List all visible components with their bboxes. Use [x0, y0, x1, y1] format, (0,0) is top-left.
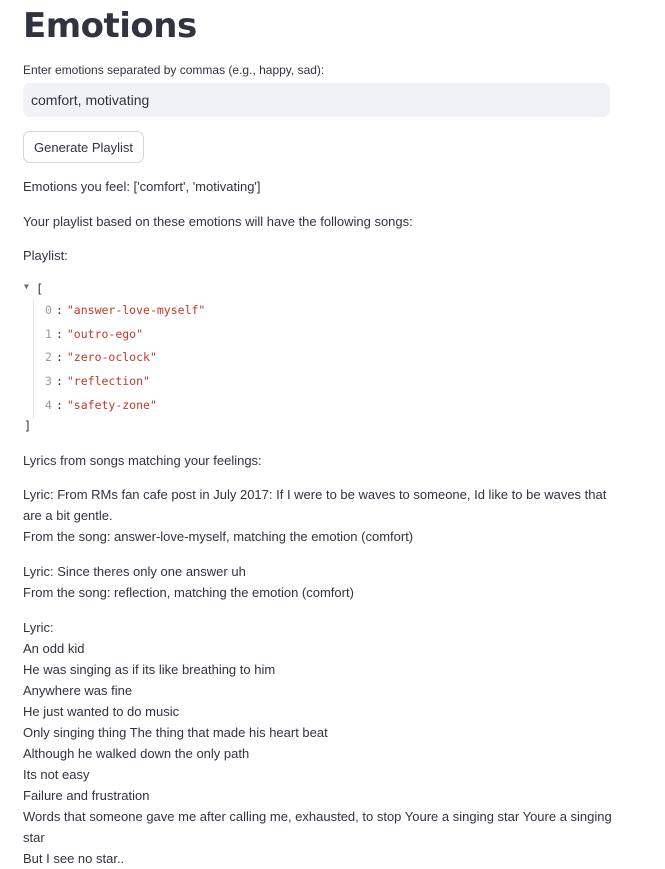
playlist-label: Playlist:: [23, 248, 68, 263]
json-item: [45, 374, 150, 394]
json-colon: :: [55, 374, 63, 388]
json-index: 4: [45, 398, 52, 412]
lyric-line: Lyric: Since theres only one answer uh: [23, 564, 246, 579]
emotions-line: Emotions you feel: ['comfort', 'motivating']: [23, 179, 261, 194]
json-index: 0: [45, 303, 52, 317]
json-open-bracket: [: [36, 282, 44, 296]
lyric-line: Lyric:: [23, 620, 54, 635]
json-colon: :: [55, 350, 63, 364]
json-item: [45, 303, 205, 323]
intro-line: Your playlist based on these emotions will have the following songs:: [23, 214, 413, 229]
json-colon: :: [55, 303, 63, 317]
json-value: "outro-ego": [66, 327, 144, 341]
emotions-input-label: Enter emotions separated by commas (e.g., happy, sad):: [23, 63, 325, 77]
json-close-bracket: ]: [24, 419, 32, 433]
lyric-entry: [23, 484, 613, 547]
json-colon: :: [55, 398, 63, 412]
lyric-line: Its not easy: [23, 767, 90, 782]
json-value: "zero-oclock": [66, 350, 157, 364]
lyric-line: Although he walked down the only path: [23, 746, 250, 761]
json-value: "reflection": [66, 374, 150, 388]
json-value: "safety-zone": [66, 398, 157, 412]
json-item: [45, 398, 157, 418]
lyric-line: Words that someone gave me after calling me, exhausted, to stop Youre a singing star Youre a singing star: [23, 809, 612, 845]
lyric-entry: [23, 617, 613, 869]
page-title: Emotions: [23, 6, 197, 46]
lyric-line: An odd kid: [23, 641, 85, 656]
lyric-source: From the song: reflection, matching the emotion (comfort): [23, 585, 354, 600]
emotions-input[interactable]: [23, 83, 610, 117]
generate-playlist-button[interactable]: Generate Playlist: [23, 131, 144, 163]
json-indent-guide: [33, 300, 34, 418]
lyric-line: Failure and frustration: [23, 788, 150, 803]
json-index: 3: [45, 374, 52, 388]
lyric-line: Only singing thing The thing that made his heart beat: [23, 725, 328, 740]
lyrics-heading: Lyrics from songs matching your feelings:: [23, 453, 262, 468]
json-index: 2: [45, 350, 52, 364]
lyric-line: Lyric: From RMs fan cafe post in July 2017: If I were to be waves to someone, Id like to be waves that are a bit gentle.: [23, 487, 607, 523]
lyric-line: He was singing as if its like breathing to him: [23, 662, 276, 677]
json-item: [45, 327, 143, 347]
lyric-line: He just wanted to do music: [23, 704, 180, 719]
json-value: "answer-love-myself": [66, 303, 206, 317]
json-item: [45, 350, 157, 370]
lyric-line: But I see no star..: [23, 851, 125, 866]
collapse-caret-icon[interactable]: ▼: [24, 282, 29, 291]
lyric-line: Anywhere was fine: [23, 683, 133, 698]
json-index: 1: [45, 327, 52, 341]
lyric-entry: [23, 561, 613, 603]
lyric-source: From the song: answer-love-myself, matching the emotion (comfort): [23, 529, 414, 544]
json-colon: :: [55, 327, 63, 341]
